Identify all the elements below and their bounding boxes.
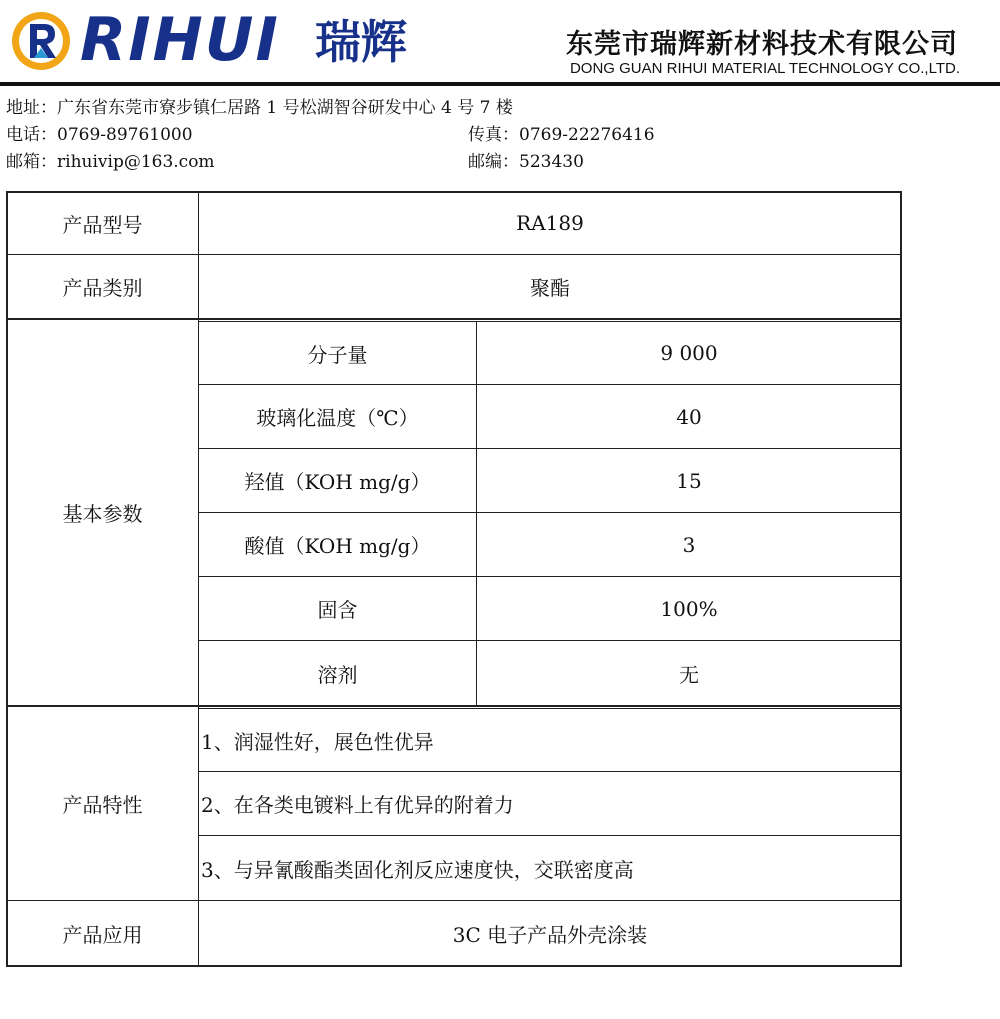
company-name-en: DONG GUAN RIHUI MATERIAL TECHNOLOGY CO.,LTD. bbox=[569, 60, 960, 77]
logo-mark-icon bbox=[10, 10, 72, 72]
param-value: 40 bbox=[476, 384, 902, 449]
model-value: RA189 bbox=[198, 191, 902, 255]
param-name: 酸值（KOH mg/g） bbox=[198, 512, 477, 577]
param-value: 3 bbox=[476, 512, 902, 577]
company-logo bbox=[10, 5, 420, 75]
feature-item: 1、润湿性好，展色性优异 bbox=[198, 708, 902, 772]
model-label: 产品型号 bbox=[6, 191, 199, 255]
param-value: 15 bbox=[476, 448, 902, 513]
company-name-cn: 东莞市瑞辉新材料技术有限公司 bbox=[566, 29, 958, 60]
fax: 传真：0769-22276416 bbox=[468, 125, 655, 145]
param-value: 无 bbox=[476, 640, 902, 706]
param-name: 玻璃化温度（℃） bbox=[198, 384, 477, 449]
address: 地址：广东省东莞市寮步镇仁居路 1 号松湖智谷研发中心 4 号 7 楼 bbox=[6, 98, 513, 118]
postcode: 邮编：523430 bbox=[468, 152, 584, 172]
feature-item: 2、在各类电镀料上有优异的附着力 bbox=[198, 771, 902, 836]
features-label: 产品特性 bbox=[6, 706, 199, 901]
application-value: 3C 电子产品外壳涂装 bbox=[198, 900, 902, 967]
param-value: 9 000 bbox=[476, 321, 902, 385]
params-label: 基本参数 bbox=[6, 319, 199, 706]
feature-item: 3、与异氰酸酯类固化剂反应速度快，交联密度高 bbox=[198, 835, 902, 901]
logo-wordmark: RIHUI bbox=[80, 5, 280, 75]
logo-chinese: 瑞辉 bbox=[315, 15, 407, 69]
param-value: 100% bbox=[476, 576, 902, 641]
category-label: 产品类别 bbox=[6, 254, 199, 319]
letterhead bbox=[0, 0, 1000, 90]
param-name: 溶剂 bbox=[198, 640, 477, 706]
application-label: 产品应用 bbox=[6, 900, 199, 967]
param-name: 固含 bbox=[198, 576, 477, 641]
category-value: 聚酯 bbox=[198, 254, 902, 319]
spec-table bbox=[6, 191, 902, 967]
header-divider bbox=[0, 82, 1000, 86]
param-name: 分子量 bbox=[198, 321, 477, 385]
email: 邮箱：rihuivip@163.com bbox=[6, 152, 215, 172]
phone: 电话：0769-89761000 bbox=[6, 125, 193, 145]
contact-info bbox=[6, 95, 996, 176]
param-name: 羟值（KOH mg/g） bbox=[198, 448, 477, 513]
